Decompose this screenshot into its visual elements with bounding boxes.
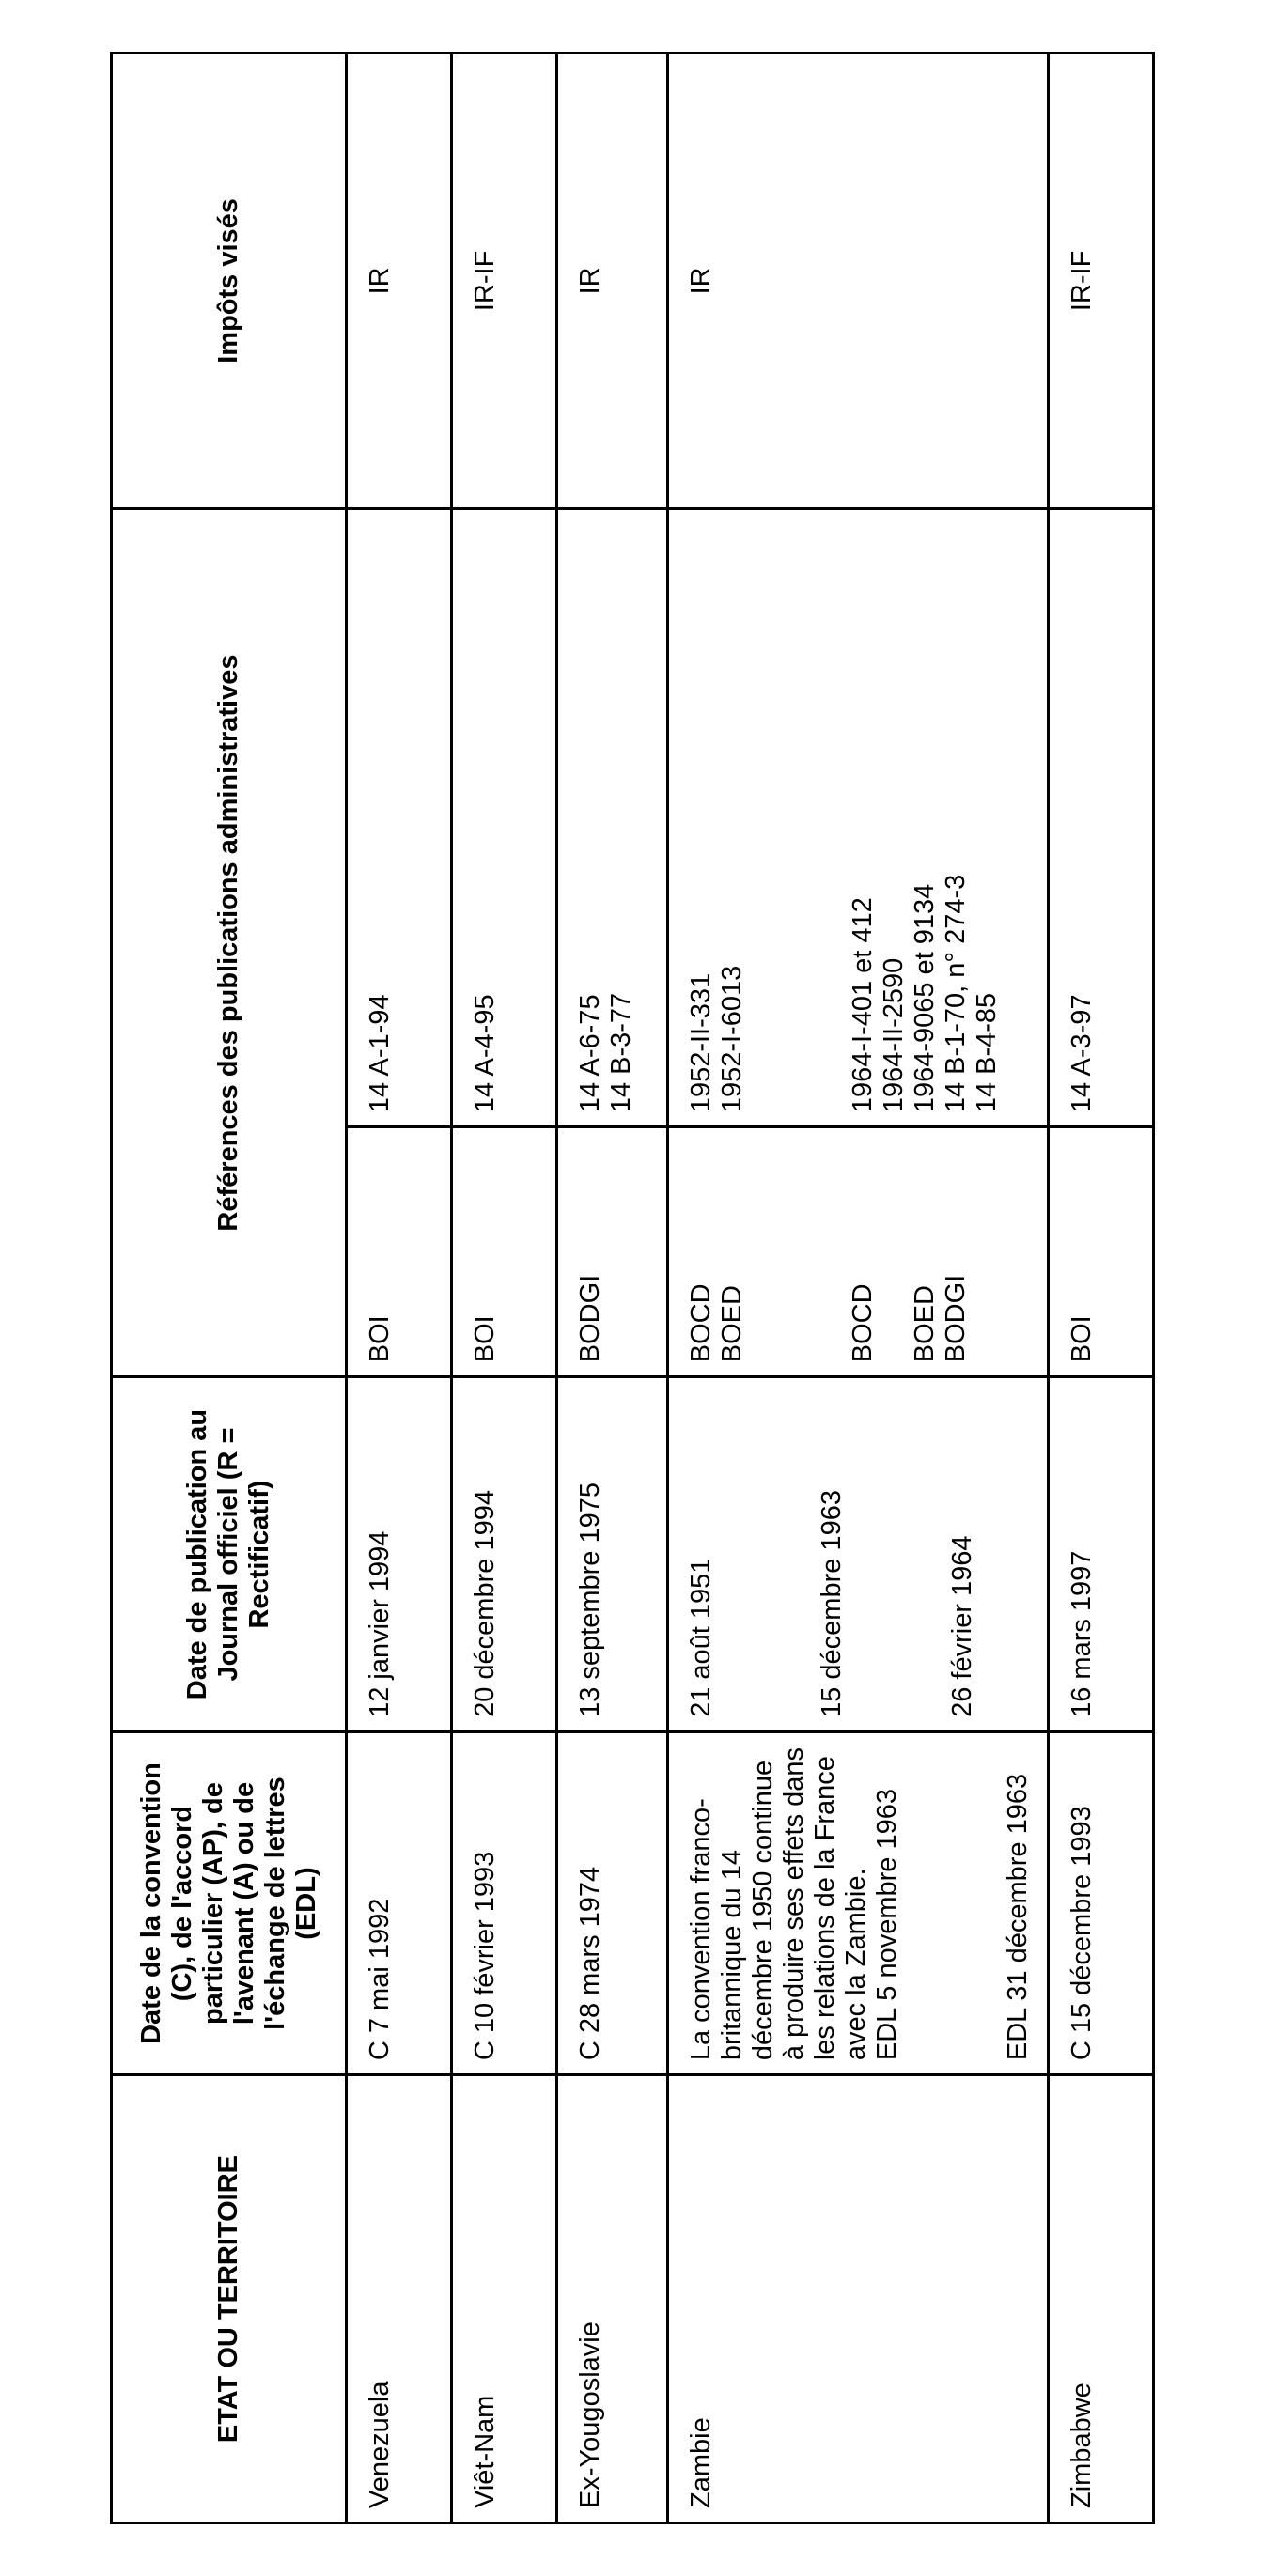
cell-etat: Ex-Yougoslavie [557,2075,668,2523]
cell-impots: IR [557,54,668,509]
cell-convention: C 10 février 1993 [452,1731,557,2074]
cell-impots: IR [668,54,1049,509]
ref-line: 14 B-4-85 [972,992,1002,1113]
cell-impots: IR [347,54,452,509]
publication-date: 21 août 1951 [686,1558,716,1717]
header-impots: Impôts visés [112,54,347,509]
table-row [668,54,1049,2523]
ref-type: BODGI [941,1274,971,1363]
convention-edl: EDL 5 novembre 1963 [872,1789,902,2061]
table-row [557,54,668,2523]
cell-ref-value [557,508,668,1126]
cell-convention [668,1731,1049,2074]
cell-convention: C 15 décembre 1993 [1049,1731,1154,2074]
cell-ref-value [668,508,1049,1126]
table-row [347,54,452,2523]
ref-type: BOED [717,1285,747,1363]
cell-publication [668,1377,1049,1732]
spacer [879,1141,910,1362]
cell-ref-value: 14 A-3-97 [1049,508,1154,1126]
cell-ref-value: 14 A-4-95 [452,508,557,1126]
table-row [1049,54,1154,2523]
ref-line: 1952-II-331 [686,972,716,1113]
header-references: Références des publications administratives [112,508,347,1376]
ref-line: 1964-I-401 et 412 [848,897,878,1113]
ref-type: BOED [910,1285,940,1363]
convention-edl: EDL 31 décembre 1963 [1003,1773,1033,2061]
cell-ref-value: 14 A-1-94 [347,508,452,1126]
convention-note: La convention franco-britannique du 14 décembre 1950 continue à produire ses effets dans les relations de la France avec la Zambie. [686,1739,871,2061]
table-header-row [112,54,347,2523]
cell-convention: C 28 mars 1974 [557,1731,668,2074]
ref-line: 14 A-6-75 [575,994,605,1113]
header-date-publication: Date de publication au Journal officiel (R = Rectificatif) [112,1377,347,1732]
spacer [748,523,848,1112]
cell-publication: 12 janvier 1994 [347,1377,452,1732]
cell-convention: C 7 mai 1992 [347,1731,452,2074]
cell-etat: Viêt-Nam [452,2075,557,2523]
conventions-table [110,52,1155,2524]
cell-impots: IR-IF [1049,54,1154,509]
ref-type: BOCD [686,1283,716,1363]
ref-line: 1964-II-2590 [879,957,909,1113]
cell-publication: 13 septembre 1975 [557,1377,668,1732]
cell-ref-type [668,1127,1049,1377]
cell-impots: IR-IF [452,54,557,509]
cell-ref-type: BOI [347,1127,452,1377]
header-etat: ETAT OU TERRITOIRE [112,2075,347,2523]
cell-etat: Venezuela [347,2075,452,2523]
cell-etat: Zambie [668,2075,1049,2523]
ref-line: 14 B-3-77 [606,992,636,1113]
spacer [848,1391,947,1717]
ref-type: BOCD [848,1283,878,1363]
ref-line: 1964-9065 et 9134 [910,883,940,1113]
cell-ref-type: BODGI [557,1127,668,1377]
cell-publication: 20 décembre 1994 [452,1377,557,1732]
spacer [903,1746,1003,2060]
spacer [717,1391,817,1717]
publication-date: 15 décembre 1963 [817,1490,847,1717]
cell-publication: 16 mars 1997 [1049,1377,1154,1732]
table-row [452,54,557,2523]
publication-date: 26 février 1964 [947,1535,977,1717]
cell-etat: Zimbabwe [1049,2075,1154,2523]
header-date-convention: Date de la convention (C), de l'accord particulier (AP), de l'avenant (A) ou de l'échange de lettres (EDL) [112,1731,347,2074]
cell-ref-type: BOI [452,1127,557,1377]
ref-line: 1952-I-6013 [717,965,747,1113]
spacer [748,1141,848,1362]
cell-ref-type: BOI [1049,1127,1154,1377]
ref-line: 14 B-1-70, n° 274-3 [941,874,971,1113]
